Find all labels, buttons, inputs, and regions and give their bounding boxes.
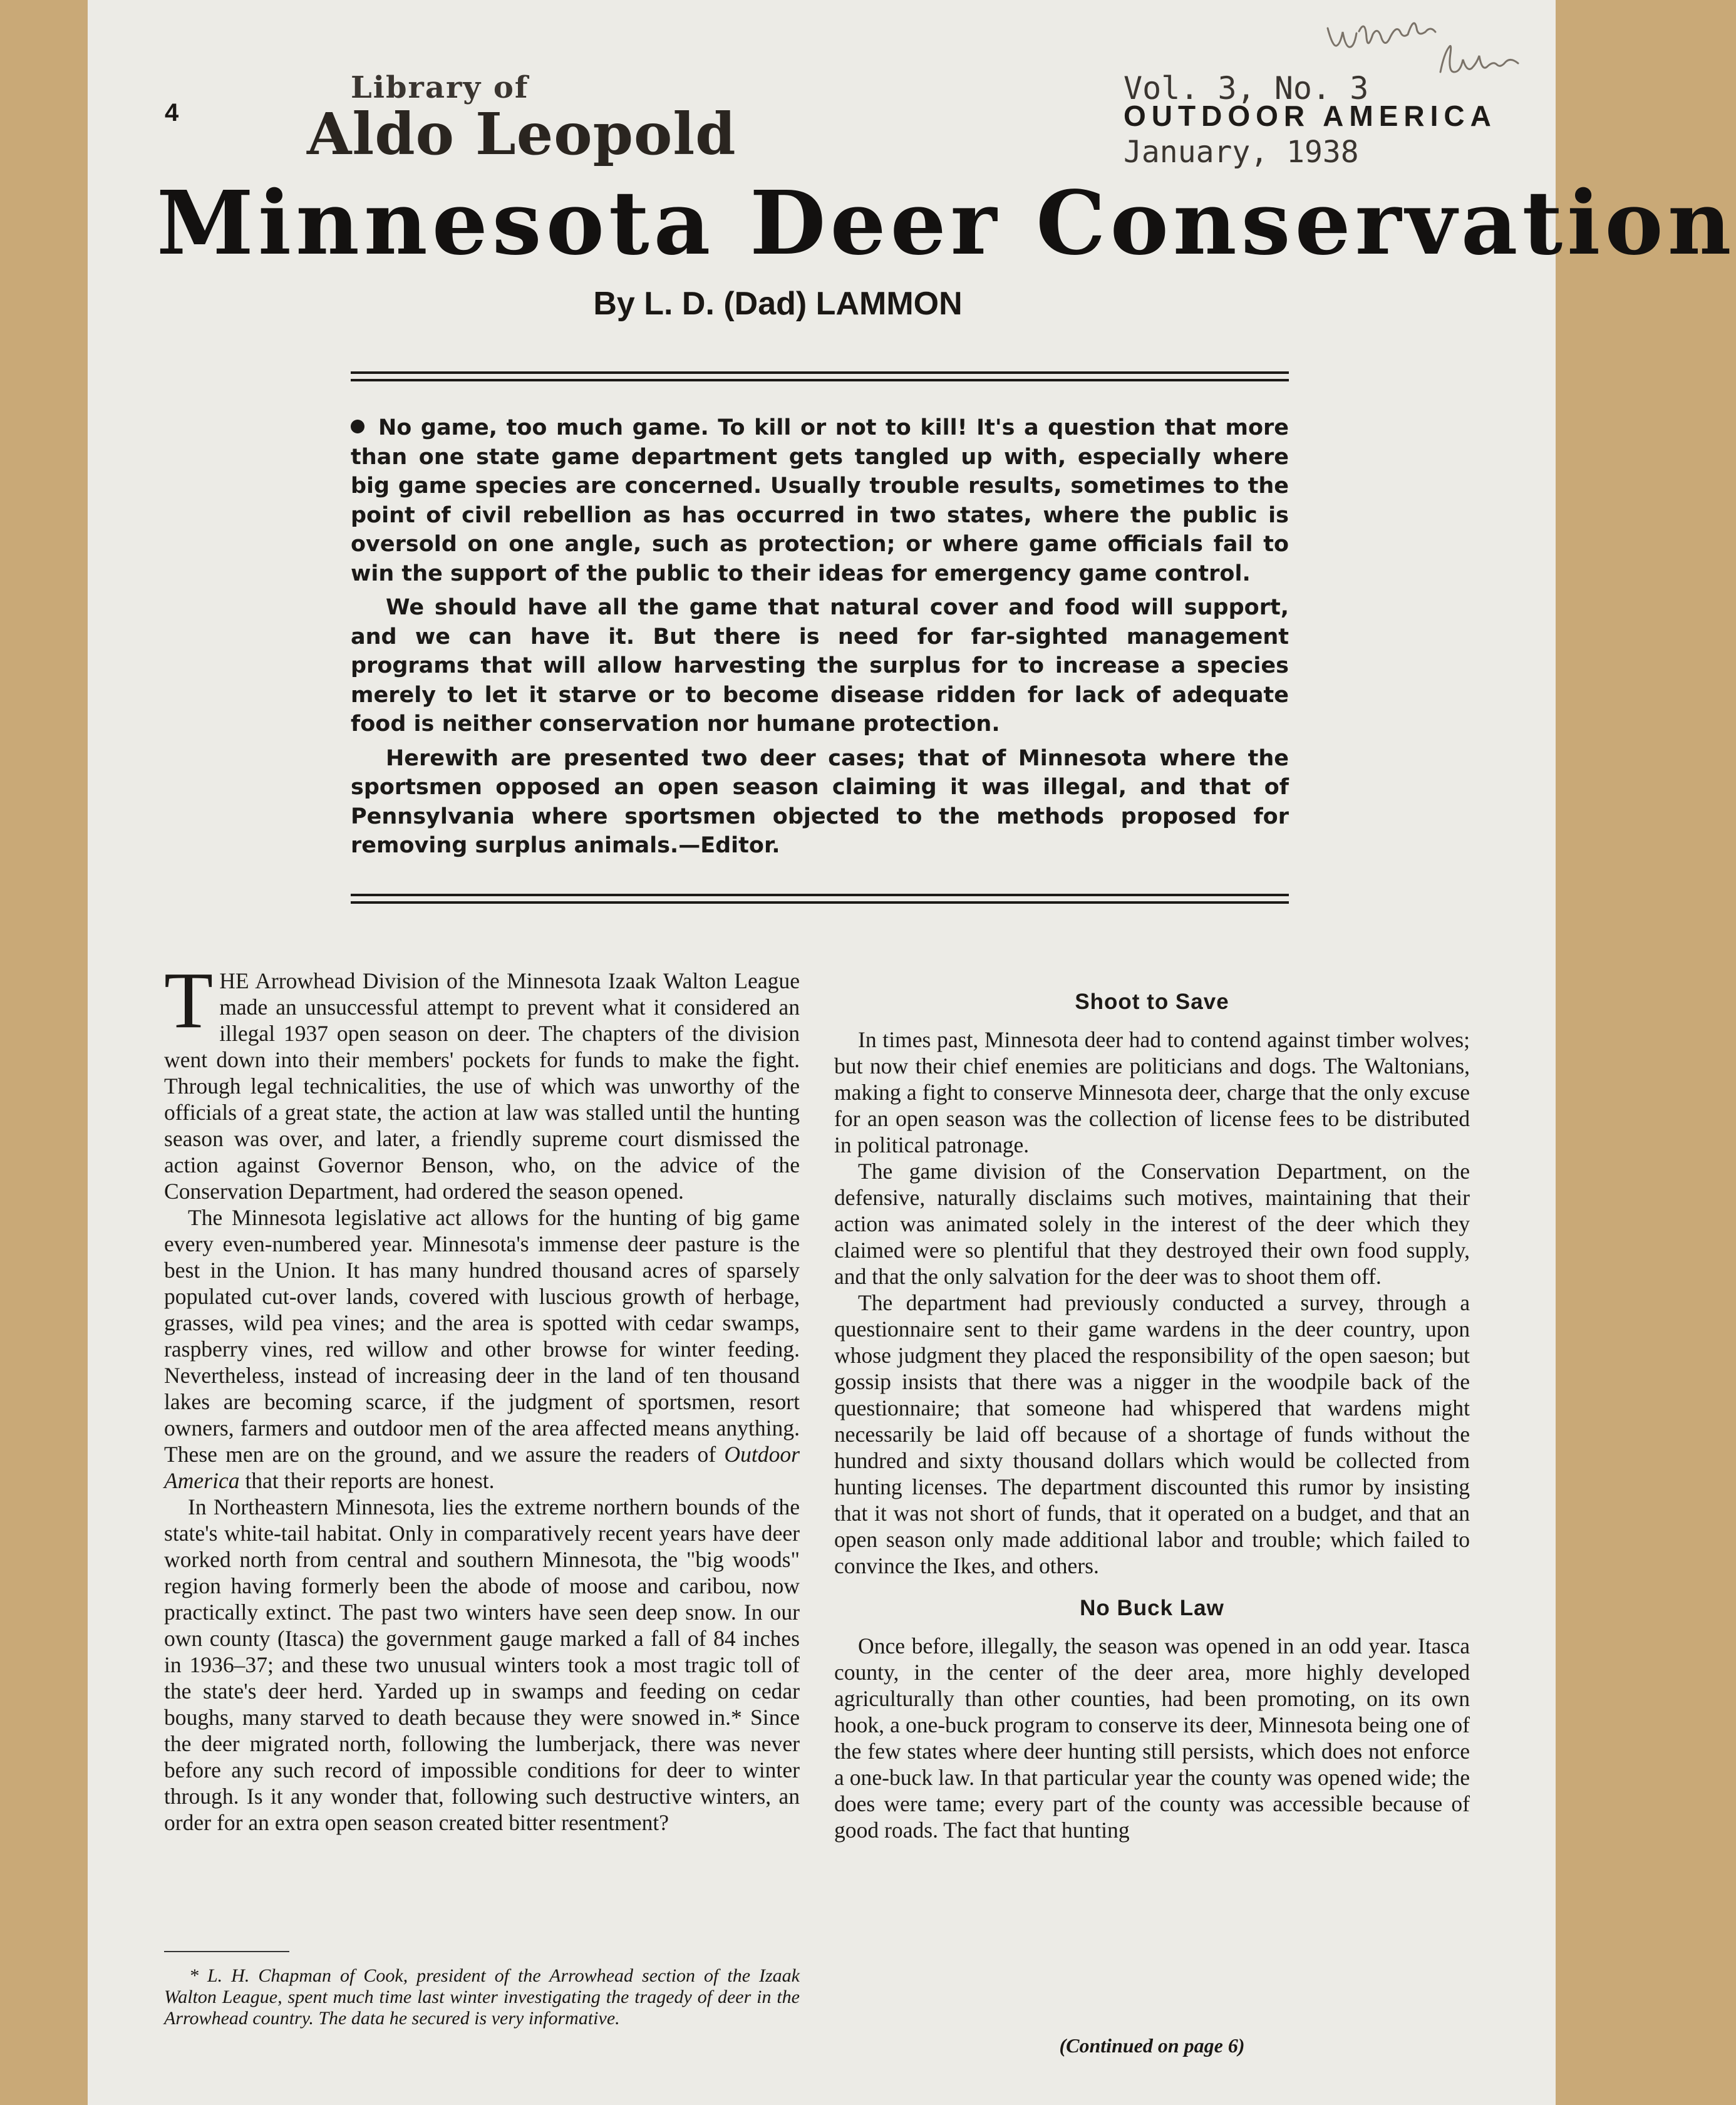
intro-paragraph-3: Herewith are presented two deer cases; that of Minnesota where the sportsmen opposed an open season claiming it was illegal, and that of Pennsylvania where sportsmen objected to the methods proposed for removing surplus animals.—Editor. (351, 745, 1289, 858)
handwritten-annotation (1315, 13, 1541, 94)
subhead-no-buck-law: No Buck Law (1080, 1596, 1224, 1620)
body-column-right (834, 973, 1470, 1843)
subhead-shoot-to-save: Shoot to Save (1075, 990, 1229, 1014)
library-stamp-line2: Aldo Leopold (307, 100, 736, 168)
drop-cap: T (164, 956, 214, 1045)
editor-intro (351, 413, 1289, 866)
body-paragraph-6: The department had previously conducted a survey, through a questionnaire sent to their game wardens in the deer country, upon whose judgment they placed the responsibility of the open saeson; but gossip insists that there was a nigger in the woodpile back of the questionnaire; that someone had whispered that wardens might necessarily be laid off because of a shortage of funds without the hundred and sixty thousand dollars which would be collected from hunting licenses. The department discounted this rumor by insisting that it was not short of funds, that it operated on a budget, and that an open season only made additional labor and trouble; which failed to convince the Ikes, and others. (834, 1290, 1470, 1578)
rule-top-1 (351, 371, 1289, 374)
intro-paragraph-1: No game, too much game. To kill or not to kill! It's a question that more than one state game department gets tangled up with, especially where big game species are concerned. Usually trouble results, sometimes to the point of civil rebellion as has occurred in two states, where the public is oversold on one angle, such as protection; or where game officials fail to win the support of the public to their ideas for emergency game control. (351, 415, 1289, 586)
body-paragraph-7: Once before, illegally, the season was opened in an odd year. Itasca county, in the center of the deer area, more highly developed agriculturally than other counties, had been promoting, on its own hook, a one-buck program to conserve its deer, Minnesota being one of the few states where deer hunting still persists, which does not enforce a one-buck law. In that particular year the county was opened wide; the does were tame; every part of the county was accessible because of good roads. The fact that hunting (834, 1633, 1470, 1843)
rule-bottom-1 (351, 894, 1289, 896)
article-title: Minnesota Deer Conservation (157, 172, 1736, 275)
body-column-left (164, 956, 800, 1836)
rule-bottom-2 (351, 901, 1289, 904)
article-byline: By L. D. (Dad) LAMMON (593, 286, 963, 322)
library-stamp-line1: Library of (351, 70, 529, 105)
continued-notice: (Continued on page 6) (1059, 2034, 1245, 2057)
body-paragraph-4: In times past, Minnesota deer had to contend against timber wolves; but now their chief enemies are politicians and dogs. The Waltonians, making a fight to conserve Minnesota deer, charge that the only excuse for an open season was the collection of license fees to be distributed in political patronage. (834, 1027, 1470, 1157)
intro-paragraph-2: We should have all the game that natural cover and food will support, and we can have it. But there is need for far-sighted management programs that will allow harvesting the surplus for to increase a species merely to let it starve or to become disease ridden for lack of adequate food is neither conservation nor humane protection. (351, 595, 1289, 737)
magazine-italic: Outdoor America (164, 1442, 800, 1493)
body-paragraph-2: The Minnesota legislative act allows for the hunting of big game every even-numbered year. Minnesota's immense deer pasture is the best in the Union. It has many hundred thousand acres of sparsely populated cut-over lands, covered with luscious growth of herbage, grasses, wild pea vines; and the area is spotted with cedar swamps, raspberry vines, red willow and other browse for winter feeding. Nevertheless, instead of increasing deer in the land of ten thousand lakes are becoming scarce, if the judgment of sportsmen, resort owners, farmers and outdoor men of the area affected means anything. These men are on the ground, and we assure the readers of Outdoor America that their reports are honest. (164, 1205, 800, 1493)
page-number: 4 (165, 99, 179, 127)
footnote-text: * L. H. Chapman of Cook, president of the Arrowhead section of the Izaak Walton League, spent much time last winter investigating the tragedy of deer in the Arrowhead country. The data he secured is very informative. (164, 1965, 800, 2029)
issue-date: January, 1938 (1124, 135, 1359, 170)
body-paragraph-5: The game division of the Conservation Department, on the defensive, naturally disclaims such motives, maintaining that their action was animated solely in the interest of the deer which they claimed were so plentiful that they destroyed their own food supply, and that the only salvation for the deer was to shoot them off. (834, 1159, 1470, 1289)
magazine-name: OUTDOOR AMERICA (1124, 100, 1497, 132)
bullet-icon (351, 420, 364, 433)
rule-top-2 (351, 379, 1289, 381)
body-paragraph-1: THE Arrowhead Division of the Minnesota Izaak Walton League made an unsuccessful attempt to prevent what it considered an illegal 1937 open season on deer. The chapters of the division went down into their members' pockets for funds to make the fight. Through legal technicalities, the use of which was unworthy of the officials of a great state, the action at law was stalled until the hunting season was over, and later, a friendly supreme court dismissed the action against Governor Benson, who, on the advice of the Conservation Department, had ordered the season opened. (164, 956, 800, 1204)
footnote-rule (164, 1951, 289, 1952)
footnote (164, 1965, 800, 2029)
volume-number: Vol. 3, No. 3 (1124, 70, 1369, 106)
body-paragraph-3: In Northeastern Minnesota, lies the extreme northern bounds of the state's white-tail habitat. Only in comparatively recent years have deer worked north from central and southern Minnesota, the "big woods" region having formerly been the abode of moose and caribou, now practically extinct. The past two winters have seen deep snow. In our own county (Itasca) the government gauge marked a fall of 84 inches in 1936–37; and these two unusual winters took a most tragic toll of the state's deer herd. Yarded up in swamps and feeding on cedar boughs, many starved to death because they were snowed in.* Since the deer migrated north, following the lumberjack, there was never before any such record of impossible conditions for deer to winter through. Is it any wonder that, following such destructive winters, an order for an extra open season created bitter resentment? (164, 1494, 800, 1835)
